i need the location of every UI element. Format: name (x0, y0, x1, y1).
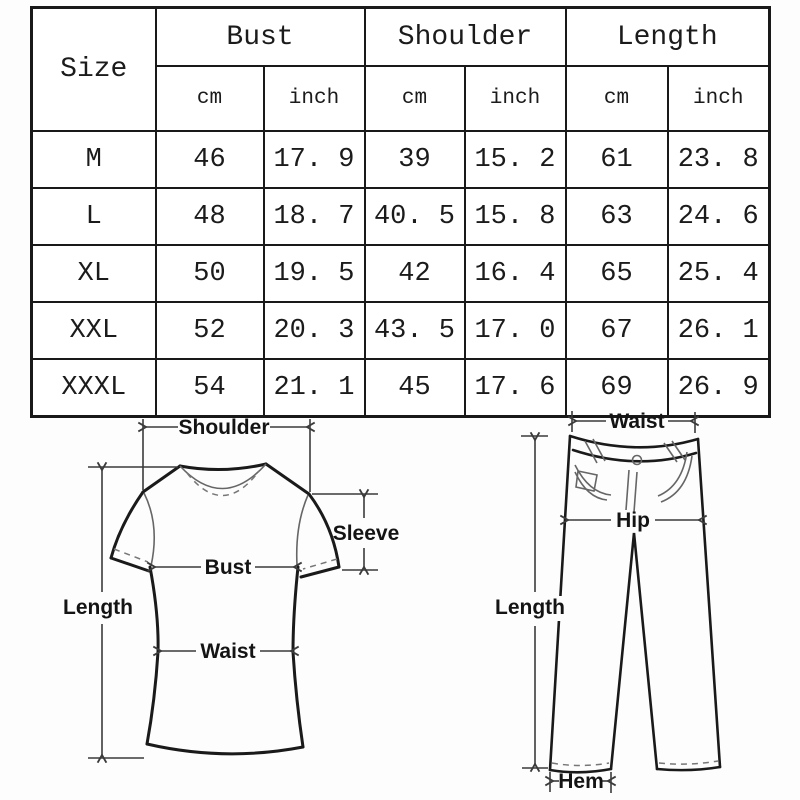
pants-length-label: Length (495, 596, 565, 619)
cell-bust-cm: 50 (156, 245, 264, 302)
header-shoulder-cm: cm (365, 66, 465, 131)
cell-length-cm: 67 (566, 302, 668, 359)
tshirt-left-side-seam (147, 567, 158, 744)
table-row-xxl (32, 302, 770, 359)
measurement-diagrams (0, 400, 800, 800)
cell-bust-inch: 18. 7 (264, 188, 365, 245)
pants-left-pocket (575, 465, 611, 500)
cell-shoulder-inch: 15. 8 (465, 188, 566, 245)
cell-shoulder-cm: 39 (365, 131, 465, 188)
cell-length-cm: 63 (566, 188, 668, 245)
cell-bust-cm: 46 (156, 131, 264, 188)
pants-belt-loop-left (585, 439, 605, 463)
cell-bust-inch: 20. 3 (264, 302, 365, 359)
tshirt-collar-stitching (187, 471, 259, 496)
tshirt-dimensions (63, 416, 399, 758)
tshirt-left-sleeve-hem (111, 558, 149, 571)
shirt-sleeve-label: Sleeve (332, 522, 400, 545)
pants-drawing (550, 436, 720, 772)
row-label: XXL (32, 302, 156, 359)
cell-bust-cm: 48 (156, 188, 264, 245)
pants-diagram (495, 410, 720, 793)
cell-shoulder-cm: 43. 5 (365, 302, 465, 359)
pants-waist-label: Waist (609, 410, 665, 433)
tshirt-right-sleeve-hem (301, 567, 339, 577)
tshirt-diagram (63, 416, 399, 758)
row-label: M (32, 131, 156, 188)
header-bust-inch: inch (264, 66, 365, 131)
cell-length-cm: 65 (566, 245, 668, 302)
tshirt-bottom-hem (147, 744, 303, 754)
header-length-cm: cm (566, 66, 668, 131)
pants-dimensions (495, 410, 699, 793)
cell-shoulder-inch: 16. 4 (465, 245, 566, 302)
row-label: XXXL (32, 359, 156, 417)
pants-right-hem-stitching (659, 761, 718, 764)
header-shoulder: Shoulder (365, 8, 566, 67)
table-row-xl (32, 245, 770, 302)
pants-waist-top-edge (570, 436, 698, 447)
cell-shoulder-cm: 40. 5 (365, 188, 465, 245)
pants-hem-label: Hem (558, 770, 604, 793)
pants-fly-line-right (634, 472, 637, 512)
tshirt-left-shoulder-seam (143, 466, 180, 492)
cell-shoulder-cm: 45 (365, 359, 465, 417)
cell-length-cm: 69 (566, 359, 668, 417)
cell-length-cm: 61 (566, 131, 668, 188)
tshirt-right-shoulder-seam (266, 464, 309, 494)
shirt-bust-label: Bust (204, 556, 252, 579)
cell-shoulder-inch: 17. 0 (465, 302, 566, 359)
header-length: Length (566, 8, 770, 67)
header-shoulder-inch: inch (465, 66, 566, 131)
table-row-m (32, 131, 770, 188)
cell-bust-inch: 17. 9 (264, 131, 365, 188)
cell-length-inch: 23. 8 (668, 131, 770, 188)
cell-bust-cm: 54 (156, 359, 264, 417)
tshirt-collar-back (180, 464, 266, 470)
cell-shoulder-cm: 42 (365, 245, 465, 302)
header-bust-cm: cm (156, 66, 264, 131)
shirt-shoulder-label: Shoulder (178, 416, 270, 439)
cell-length-inch: 26. 1 (668, 302, 770, 359)
pants-right-leg-hem (657, 767, 720, 770)
pants-fly-line-left (626, 470, 629, 510)
cell-bust-inch: 21. 1 (264, 359, 365, 417)
cell-bust-inch: 19. 5 (264, 245, 365, 302)
tshirt-right-armhole-seam (297, 495, 308, 565)
header-size: Size (32, 8, 156, 132)
row-label: L (32, 188, 156, 245)
cell-shoulder-inch: 17. 6 (465, 359, 566, 417)
header-bust: Bust (156, 8, 365, 67)
pants-inner-seams (611, 533, 657, 769)
tshirt-drawing (111, 464, 339, 754)
shirt-length-label: Length (63, 596, 133, 619)
cell-length-inch: 26. 9 (668, 359, 770, 417)
cell-length-inch: 25. 4 (668, 245, 770, 302)
tshirt-right-side-seam (293, 567, 303, 747)
table-row-l (32, 188, 770, 245)
cell-length-inch: 24. 6 (668, 188, 770, 245)
row-label: XL (32, 245, 156, 302)
pants-hip-label: Hip (616, 509, 650, 532)
header-length-inch: inch (668, 66, 770, 131)
shirt-waist-label: Waist (200, 640, 256, 663)
tshirt-left-armhole-seam (144, 493, 154, 566)
tshirt-left-sleeve-outer (111, 492, 143, 558)
pants-right-outer-seam (698, 439, 720, 767)
cell-shoulder-inch: 15. 2 (465, 131, 566, 188)
pants-left-hem-stitching (552, 763, 609, 766)
size-chart-table (30, 6, 771, 418)
cell-bust-cm: 52 (156, 302, 264, 359)
